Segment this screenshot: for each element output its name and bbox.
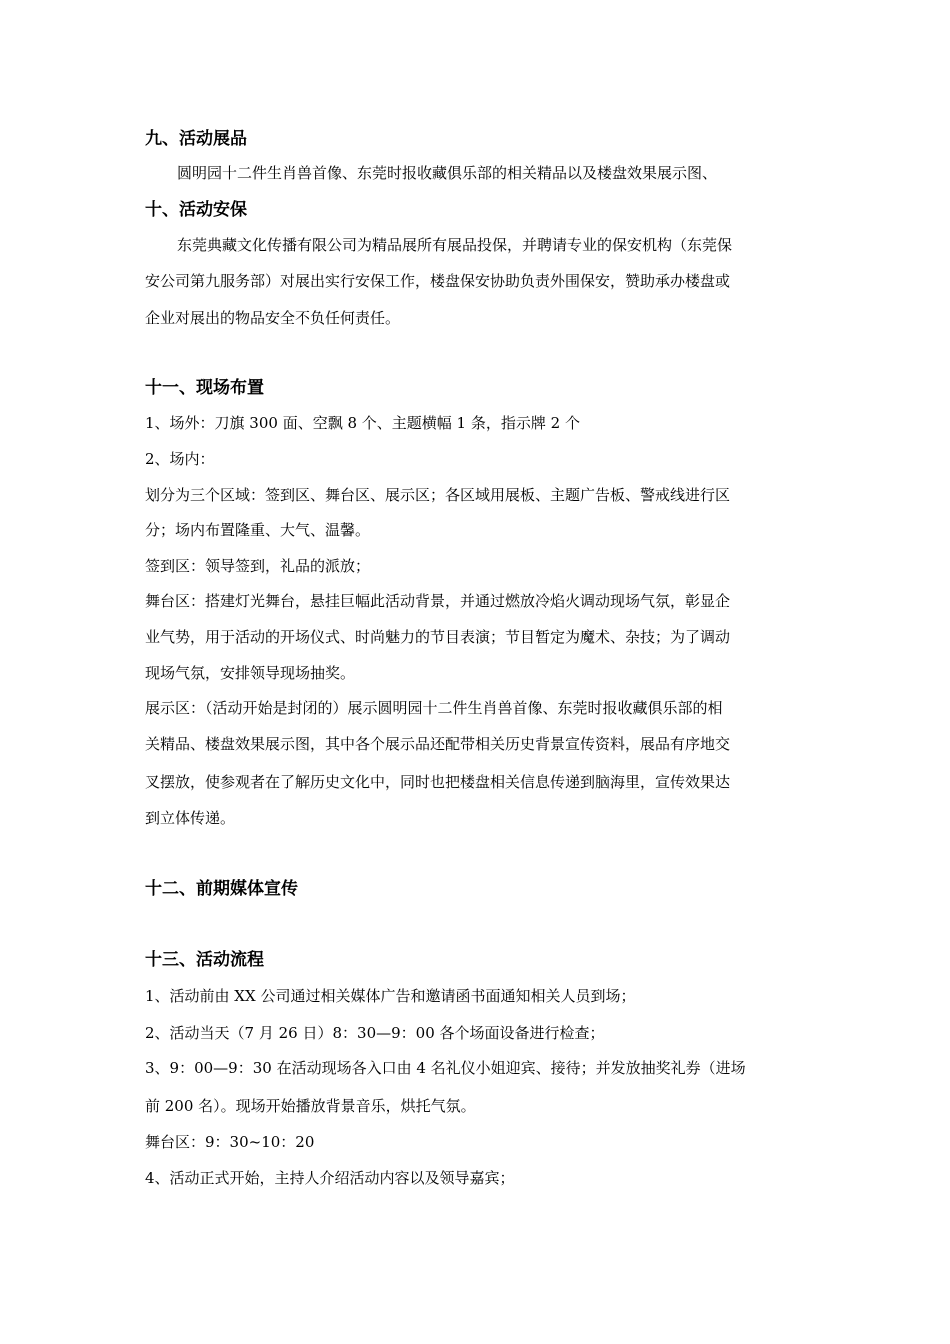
paragraph-line: 2、场内：: [145, 450, 215, 468]
paragraph-line: 1、活动前由 XX 公司通过相关媒体广告和邀请函书面通知相关人员到场；: [145, 987, 636, 1005]
paragraph-line: 业气势，用于活动的开场仪式、时尚魅力的节目表演；节目暂定为魔术、杂技；为了调动: [145, 628, 731, 646]
paragraph-line: 前 200 名）。现场开始播放背景音乐，烘托气氛。: [145, 1097, 476, 1115]
paragraph-line: 划分为三个区域：签到区、舞台区、展示区；各区域用展板、主题广告板、警戒线进行区: [145, 486, 731, 504]
section-heading-11: 十一、现场布置: [145, 378, 264, 398]
section-heading-9: 九、活动展品: [145, 129, 247, 149]
paragraph-line: 现场气氛，安排领导现场抽奖。: [145, 664, 356, 682]
paragraph-line: 安公司第九服务部）对展出实行安保工作，楼盘保安协助负责外围保安，赞助承办楼盘或: [145, 272, 731, 290]
paragraph-line: 到立体传递。: [145, 809, 236, 827]
paragraph-line: 4、活动正式开始，主持人介绍活动内容以及领导嘉宾；: [145, 1169, 515, 1187]
paragraph-line: 3、9：00—9：30 在活动现场各入口由 4 名礼仪小姐迎宾、接待；并发放抽奖礼券（进场: [145, 1059, 746, 1077]
paragraph-line: 东莞典藏文化传播有限公司为精品展所有展品投保，并聘请专业的保安机构（东莞保: [177, 236, 733, 254]
paragraph-line: 2、活动当天（7 月 26 日）8：30—9：00 各个场面设备进行检查；: [145, 1024, 605, 1042]
paragraph-line: 企业对展出的物品安全不负任何责任。: [145, 309, 401, 327]
section-heading-12: 十二、前期媒体宣传: [145, 879, 298, 899]
paragraph-exhibits: 圆明园十二件生肖兽首像、东莞时报收藏俱乐部的相关精品以及楼盘效果展示图、: [177, 164, 718, 182]
paragraph-line: 展示区：（活动开始是封闭的）展示圆明园十二件生肖兽首像、东莞时报收藏俱乐部的相: [145, 699, 723, 717]
paragraph-line: 叉摆放，使参观者在了解历史文化中，同时也把楼盘相关信息传递到脑海里，宣传效果达: [145, 773, 731, 791]
section-heading-10: 十、活动安保: [145, 200, 247, 220]
paragraph-line: 舞台区：9：30~10：20: [145, 1133, 315, 1151]
paragraph-line: 1、场外：刀旗 300 面、空飘 8 个、主题横幅 1 条，指示牌 2 个: [145, 414, 580, 432]
paragraph-line: 关精品、楼盘效果展示图，其中各个展示品还配带相关历史背景宣传资料，展品有序地交: [145, 735, 731, 753]
paragraph-line: 签到区：领导签到，礼品的派放；: [145, 557, 371, 575]
paragraph-line: 舞台区：搭建灯光舞台，悬挂巨幅此活动背景，并通过燃放冷焰火调动现场气氛，彰显企: [145, 592, 731, 610]
paragraph-line: 分；场内布置隆重、大气、温馨。: [145, 521, 371, 539]
section-heading-13: 十三、活动流程: [145, 950, 264, 970]
